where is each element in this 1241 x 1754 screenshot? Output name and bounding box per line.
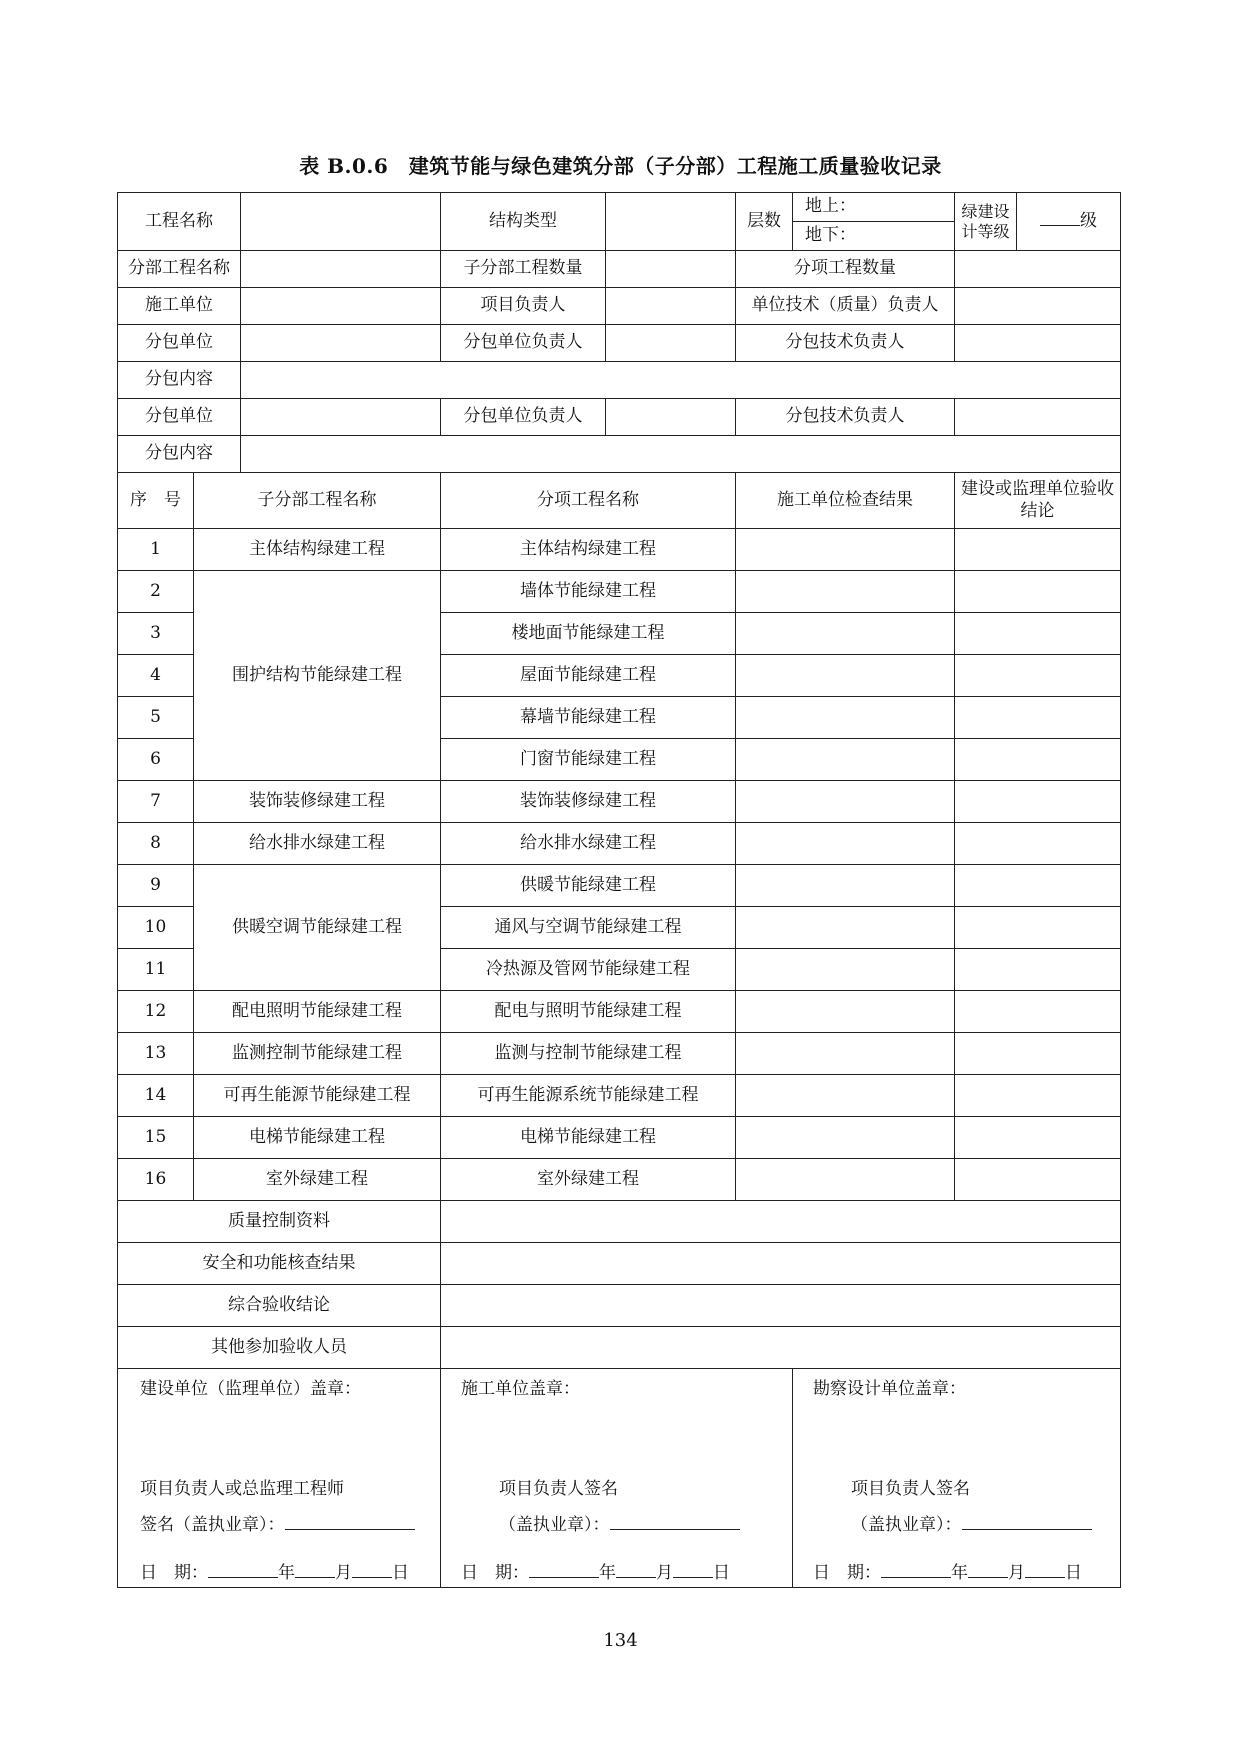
row-item: 通风与空调节能绿建工程	[441, 907, 736, 949]
row-conclusion[interactable]	[955, 781, 1121, 823]
owner-signer-label: 项目负责人或总监理工程师	[140, 1479, 344, 1499]
signature-block-owner[interactable]	[118, 1369, 441, 1588]
row-conclusion[interactable]	[955, 949, 1121, 991]
value-subdivision-count[interactable]	[606, 251, 736, 288]
label-contractor: 施工单位	[118, 288, 241, 325]
label-tech-manager: 单位技术（质量）负责人	[736, 288, 955, 325]
owner-sign-blank[interactable]	[285, 1513, 415, 1530]
value-subcontractor-2[interactable]	[241, 399, 441, 436]
value-subcontractor-1[interactable]	[241, 325, 441, 362]
label-sub-content-2: 分包内容	[118, 436, 241, 473]
contractor-sign-blank[interactable]	[610, 1513, 740, 1530]
row-check-result[interactable]	[736, 697, 955, 739]
row-conclusion[interactable]	[955, 907, 1121, 949]
table-row	[118, 865, 1121, 907]
label-safety-check: 安全和功能核查结果	[118, 1243, 441, 1285]
label-sub-tech-1: 分包技术负责人	[736, 325, 955, 362]
label-overall-conclusion: 综合验收结论	[118, 1285, 441, 1327]
table-row	[118, 1117, 1121, 1159]
row-check-result[interactable]	[736, 529, 955, 571]
row-seq: 11	[118, 949, 194, 991]
designer-date-label: 日 期：	[813, 1563, 881, 1583]
value-sub-tech-2[interactable]	[955, 399, 1121, 436]
label-subcontractor-2: 分包单位	[118, 399, 241, 436]
document-title: 表 B.0.6 建筑节能与绿色建筑分部（子分部）工程施工质量验收记录	[299, 154, 942, 178]
row-check-result[interactable]	[736, 1033, 955, 1075]
label-subdivision-count: 子分部工程数量	[441, 251, 606, 288]
label-sub-content-1: 分包内容	[118, 362, 241, 399]
label-above-ground[interactable]: 地上：	[793, 193, 955, 222]
row-item: 室外绿建工程	[441, 1159, 736, 1201]
designer-day-blank[interactable]	[1025, 1561, 1065, 1578]
row-seq: 10	[118, 907, 194, 949]
value-tech-manager[interactable]	[955, 288, 1121, 325]
row-conclusion[interactable]	[955, 1159, 1121, 1201]
row-item: 监测与控制节能绿建工程	[441, 1033, 736, 1075]
label-sub-manager-1: 分包单位负责人	[441, 325, 606, 362]
row-seq: 3	[118, 613, 194, 655]
row-conclusion[interactable]	[955, 529, 1121, 571]
owner-sign-label: 签名（盖执业章）：	[140, 1515, 285, 1535]
row-seq: 2	[118, 571, 194, 613]
label-quality-docs: 质量控制资料	[118, 1201, 441, 1243]
row-check-result[interactable]	[736, 781, 955, 823]
row-conclusion[interactable]	[955, 1117, 1121, 1159]
contractor-day-blank[interactable]	[673, 1561, 713, 1578]
value-sub-tech-1[interactable]	[955, 325, 1121, 362]
designer-sign-label: （盖执业章）：	[851, 1515, 962, 1535]
value-project-manager[interactable]	[606, 288, 736, 325]
value-sub-manager-2[interactable]	[606, 399, 736, 436]
row-check-result[interactable]	[736, 613, 955, 655]
row-seq: 5	[118, 697, 194, 739]
row-conclusion[interactable]	[955, 865, 1121, 907]
owner-year-label: 年	[278, 1563, 295, 1583]
row-item: 主体结构绿建工程	[441, 529, 736, 571]
owner-day-blank[interactable]	[352, 1561, 392, 1578]
value-overall-conclusion[interactable]	[441, 1285, 1121, 1327]
row-seq: 16	[118, 1159, 194, 1201]
row-seq: 1	[118, 529, 194, 571]
designer-day-label: 日	[1065, 1563, 1082, 1583]
row-check-result[interactable]	[736, 865, 955, 907]
designer-year-blank[interactable]	[881, 1561, 951, 1578]
value-contractor[interactable]	[241, 288, 441, 325]
value-sub-content-2[interactable]	[241, 436, 1121, 473]
row-check-result[interactable]	[736, 655, 955, 697]
row-seq: 8	[118, 823, 194, 865]
row-conclusion[interactable]	[955, 697, 1121, 739]
row-conclusion[interactable]	[955, 1075, 1121, 1117]
contractor-day-label: 日	[713, 1563, 730, 1583]
row-item: 墙体节能绿建工程	[441, 571, 736, 613]
level-blank[interactable]	[1040, 211, 1080, 226]
value-structure-type[interactable]	[606, 193, 736, 251]
row-conclusion[interactable]	[955, 991, 1121, 1033]
owner-year-blank[interactable]	[208, 1561, 278, 1578]
label-division: 分部工程名称	[118, 251, 241, 288]
label-below-ground[interactable]: 地下：	[793, 222, 955, 251]
row-conclusion[interactable]	[955, 1033, 1121, 1075]
row-item: 冷热源及管网节能绿建工程	[441, 949, 736, 991]
row-check-result[interactable]	[736, 1075, 955, 1117]
row-subdivision: 供暖空调节能绿建工程	[194, 865, 441, 991]
table-row	[118, 781, 1121, 823]
table-row	[118, 1033, 1121, 1075]
signature-block-contractor[interactable]	[441, 1369, 793, 1588]
label-project-name: 工程名称	[118, 193, 241, 251]
row-seq: 6	[118, 739, 194, 781]
row-subdivision: 主体结构绿建工程	[194, 529, 441, 571]
row-subdivision: 装饰装修绿建工程	[194, 781, 441, 823]
table-row	[118, 529, 1121, 571]
contractor-year-blank[interactable]	[529, 1561, 599, 1578]
label-sub-manager-2: 分包单位负责人	[441, 399, 606, 436]
designer-sign-blank[interactable]	[962, 1513, 1092, 1530]
row-item: 供暖节能绿建工程	[441, 865, 736, 907]
table-row	[118, 823, 1121, 865]
value-quality-docs[interactable]	[441, 1201, 1121, 1243]
row-subdivision: 室外绿建工程	[194, 1159, 441, 1201]
row-check-result[interactable]	[736, 823, 955, 865]
contractor-seal-title: 施工单位盖章：	[461, 1379, 580, 1399]
label-structure-type: 结构类型	[441, 193, 606, 251]
acceptance-record-table	[117, 192, 1121, 1588]
table-row	[118, 1075, 1121, 1117]
table-row	[118, 991, 1121, 1033]
row-check-result[interactable]	[736, 739, 955, 781]
value-other-participants[interactable]	[441, 1327, 1121, 1369]
row-seq: 15	[118, 1117, 194, 1159]
row-seq: 13	[118, 1033, 194, 1075]
owner-date-label: 日 期：	[140, 1563, 208, 1583]
label-other-participants: 其他参加验收人员	[118, 1327, 441, 1369]
label-green-level: 绿建设计等级	[955, 193, 1017, 251]
label-project-manager: 项目负责人	[441, 288, 606, 325]
designer-month-label: 月	[1008, 1563, 1025, 1583]
col-header-conclusion: 建设或监理单位验收结论	[955, 473, 1121, 529]
value-safety-check[interactable]	[441, 1243, 1121, 1285]
value-sub-manager-1[interactable]	[606, 325, 736, 362]
row-subdivision: 监测控制节能绿建工程	[194, 1033, 441, 1075]
designer-seal-title: 勘察设计单位盖章：	[813, 1379, 966, 1399]
value-item-count[interactable]	[955, 251, 1121, 288]
signature-block-designer[interactable]	[793, 1369, 1121, 1588]
row-subdivision: 给水排水绿建工程	[194, 823, 441, 865]
label-item-count: 分项工程数量	[736, 251, 955, 288]
designer-signer-label: 项目负责人签名	[851, 1479, 970, 1499]
row-item: 电梯节能绿建工程	[441, 1117, 736, 1159]
row-conclusion[interactable]	[955, 655, 1121, 697]
level-suffix: 级	[1080, 210, 1097, 231]
row-subdivision: 配电照明节能绿建工程	[194, 991, 441, 1033]
row-conclusion[interactable]	[955, 739, 1121, 781]
value-sub-content-1[interactable]	[241, 362, 1121, 399]
contractor-year-label: 年	[599, 1563, 616, 1583]
owner-month-blank[interactable]	[295, 1561, 335, 1578]
page-number: 134	[603, 1630, 638, 1651]
row-conclusion[interactable]	[955, 613, 1121, 655]
contractor-sign-label: （盖执业章）：	[499, 1515, 610, 1535]
row-item: 屋面节能绿建工程	[441, 655, 736, 697]
owner-day-label: 日	[392, 1563, 409, 1583]
col-header-subdivision: 子分部工程名称	[194, 473, 441, 529]
row-check-result[interactable]	[736, 991, 955, 1033]
row-seq: 14	[118, 1075, 194, 1117]
row-seq: 4	[118, 655, 194, 697]
contractor-month-label: 月	[656, 1563, 673, 1583]
label-floors: 层数	[736, 193, 793, 251]
row-subdivision: 围护结构节能绿建工程	[194, 571, 441, 781]
row-item: 门窗节能绿建工程	[441, 739, 736, 781]
row-seq: 9	[118, 865, 194, 907]
value-green-level[interactable]	[1017, 193, 1121, 251]
row-check-result[interactable]	[736, 571, 955, 613]
row-item: 可再生能源系统节能绿建工程	[441, 1075, 736, 1117]
table-row	[118, 1159, 1121, 1201]
row-item: 装饰装修绿建工程	[441, 781, 736, 823]
label-subcontractor-1: 分包单位	[118, 325, 241, 362]
owner-seal-title: 建设单位（监理单位）盖章：	[140, 1379, 361, 1399]
col-header-seq: 序 号	[118, 473, 194, 529]
row-check-result[interactable]	[736, 1117, 955, 1159]
table-row	[118, 571, 1121, 613]
value-division[interactable]	[241, 251, 441, 288]
col-header-item: 分项工程名称	[441, 473, 736, 529]
designer-year-label: 年	[951, 1563, 968, 1583]
row-item: 配电与照明节能绿建工程	[441, 991, 736, 1033]
row-item: 楼地面节能绿建工程	[441, 613, 736, 655]
row-check-result[interactable]	[736, 1159, 955, 1201]
row-item: 给水排水绿建工程	[441, 823, 736, 865]
row-seq: 7	[118, 781, 194, 823]
contractor-month-blank[interactable]	[616, 1561, 656, 1578]
row-check-result[interactable]	[736, 907, 955, 949]
row-subdivision: 电梯节能绿建工程	[194, 1117, 441, 1159]
row-conclusion[interactable]	[955, 823, 1121, 865]
row-conclusion[interactable]	[955, 571, 1121, 613]
value-project-name[interactable]	[241, 193, 441, 251]
row-item: 幕墙节能绿建工程	[441, 697, 736, 739]
designer-month-blank[interactable]	[968, 1561, 1008, 1578]
row-subdivision: 可再生能源节能绿建工程	[194, 1075, 441, 1117]
owner-month-label: 月	[335, 1563, 352, 1583]
label-sub-tech-2: 分包技术负责人	[736, 399, 955, 436]
contractor-signer-label: 项目负责人签名	[499, 1479, 618, 1499]
row-check-result[interactable]	[736, 949, 955, 991]
contractor-date-label: 日 期：	[461, 1563, 529, 1583]
row-seq: 12	[118, 991, 194, 1033]
col-header-check-result: 施工单位检查结果	[736, 473, 955, 529]
